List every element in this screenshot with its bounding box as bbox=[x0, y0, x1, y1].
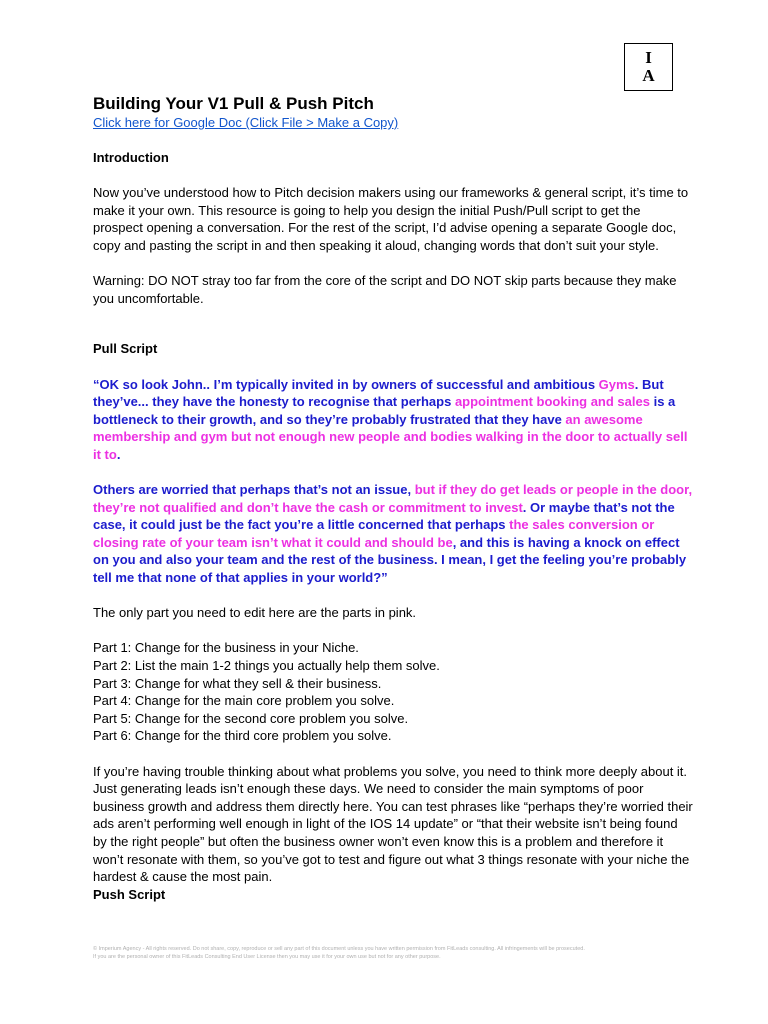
ia-logo bbox=[624, 43, 673, 91]
warning-text: Warning: DO NOT stray too far from the core of the script and DO NOT skip parts because they make you uncomfortable. bbox=[93, 273, 677, 306]
list-item: Part 5: Change for the second core problem you solve. bbox=[93, 710, 409, 726]
list-item: Part 4: Change for the main core problem you solve. bbox=[93, 693, 395, 709]
google-doc-link[interactable]: Click here for Google Doc (Click File > Make a Copy) bbox=[93, 115, 399, 130]
list-item: Part 6: Change for the third core problem you solve. bbox=[93, 728, 392, 744]
editable-part-5: the sales conversion or closing rate of your team isn’t what it could and should be bbox=[93, 517, 655, 550]
pull-script-heading: Pull Script bbox=[93, 341, 158, 357]
script-text: . But they’ve... they have the honesty to recognise that perhaps bbox=[93, 376, 664, 410]
page-title: Building Your V1 Pull & Push Pitch bbox=[93, 94, 374, 113]
introduction-text: Now you’ve understood how to Pitch decision makers using our frameworks & general script, it’s time to make it your own. This resource is going to help you design the initial Push/Pull script to get the prospect opening a conversation. For the rest of the script, I’d advise opening a separate Google doc, copy and pasting the script in and then speaking it aloud, changing words that don’t suit your style. bbox=[93, 185, 689, 253]
editable-part-4: but if they do get leads or people in the door, they’re not qualified and don’t have the cash or commitment to invest bbox=[93, 482, 693, 515]
list-item: Part 1: Change for the business in your Niche. bbox=[93, 640, 359, 656]
script-text: , and this is having a knock on effect on you and also your team and the rest of the business. I mean, I get the feeling you’re probably tell me that none of that applies in your world?” bbox=[93, 534, 687, 586]
footer-line-2: If you are the personal owner of this FitLeads Consulting End User License then you may use it for your own use but not for any other purpose. bbox=[93, 954, 441, 960]
parts-list bbox=[93, 639, 693, 745]
list-item: Part 3: Change for what they sell & their business. bbox=[93, 675, 382, 691]
document-body bbox=[93, 94, 693, 903]
pull-script-paragraph-2 bbox=[93, 481, 693, 587]
editable-part-3: an awesome membership and gym but not enough new people and bodies walking in the door to actually sell it to bbox=[93, 411, 688, 462]
pull-script-paragraph-1 bbox=[93, 376, 693, 464]
script-text: . Or maybe that’s not the case, it could just be the fact you’re a little concerned that perhaps bbox=[93, 499, 675, 533]
list-item: Part 2: List the main 1-2 things you actually help them solve. bbox=[93, 658, 440, 674]
editable-part-1: Gyms bbox=[598, 376, 635, 392]
advice-text: If you’re having trouble thinking about what problems you solve, you need to think more deeply about it. Just generating leads isn’t enough these days. We need to consider the main symptoms of poor business growth and address them directly here. You can test phrases like “perhaps they’re worried their ads aren’t performing well enough in light of the IOS 14 update” or “that their website isn’t being found by the right people” but often the business owner won’t even know this is a problem and therefore it won’t resonate with them, so you’ve got to test and figure out what 3 things resonate with your niche the hardest & cause the most pain. bbox=[93, 763, 693, 885]
script-text: . bbox=[116, 446, 121, 462]
editable-part-2: appointment booking and sales bbox=[454, 394, 650, 410]
script-text: “OK so look John.. I’m typically invited in by owners of successful and ambitious bbox=[93, 376, 599, 392]
logo-letter-a: A bbox=[642, 66, 655, 85]
footer-line-1: © Imperium Agency - All rights reserved. Do not share, copy, reproduce or sell any part of this document unless you have written permission from FitLeads consulting. All infringements will be prosecuted. bbox=[93, 946, 585, 952]
introduction-heading: Introduction bbox=[93, 150, 169, 165]
edit-note: The only part you need to edit here are the parts in pink. bbox=[93, 605, 417, 621]
copyright-footer bbox=[93, 945, 683, 961]
script-text: is a bottleneck to their growth, and so they’re probably frustrated that they have bbox=[93, 394, 676, 427]
logo-letter-i: I bbox=[645, 48, 652, 67]
script-text: Others are worried that perhaps that’s not an issue, bbox=[93, 482, 415, 498]
push-script-heading: Push Script bbox=[93, 886, 166, 902]
